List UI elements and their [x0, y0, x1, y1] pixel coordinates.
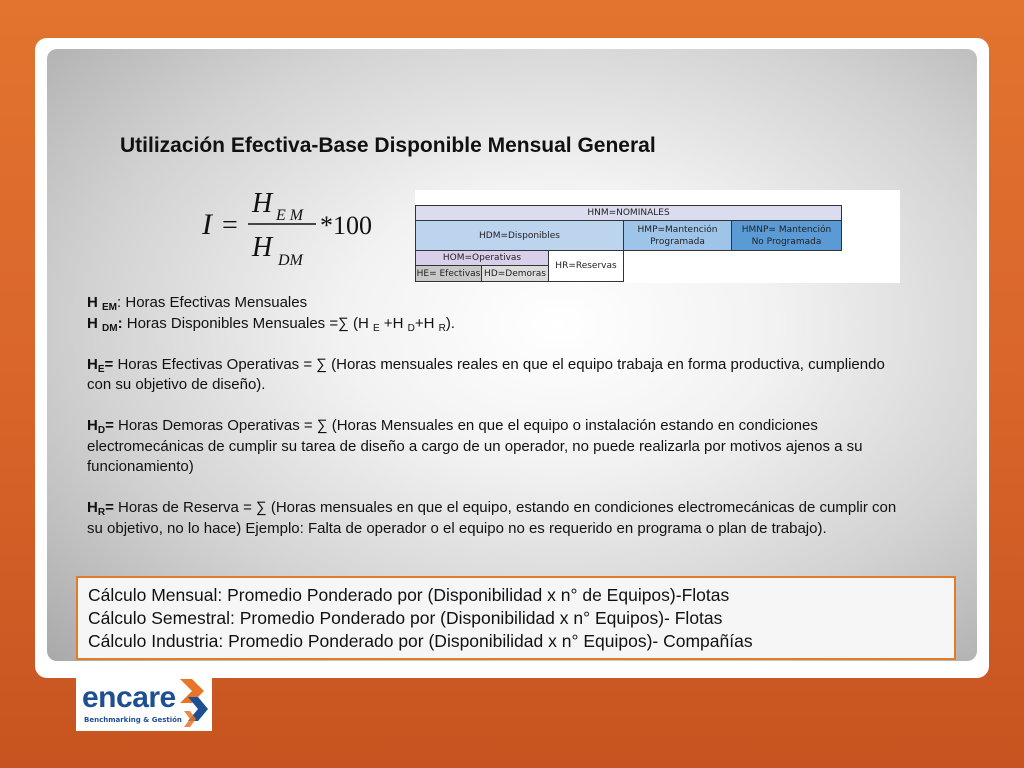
- definition-hdm: H $_{DM}$: Horas Disponibles Mensuales =∑ (H $_E$ +H $_D$+H $_R$).: [87, 314, 455, 334]
- definition-hd: $H_D=$ Horas Demoras Operativas = ∑ (Horas Mensuales en que el equipo o instalación estando en condiciones electromecánicas de cumplir su tarea de diseño a cargo de un operador, no puede realizarla por motivos ajenos a su funcionamiento): [87, 417, 863, 475]
- calc-industria: Cálculo Industria: Promedio Ponderado por (Disponibilidad x n° Equipos)- Compañías: [88, 631, 753, 651]
- cell-mantencion-programada: HMP=Mantención Programada: [623, 220, 732, 251]
- logo-wordmark: encare: [82, 681, 176, 714]
- formula-denominator-subscript: DM: [278, 252, 303, 269]
- calculation-methods-box: [76, 576, 956, 660]
- cell-reservas: HR=Reservas: [548, 250, 624, 282]
- utilization-formula: [196, 182, 396, 272]
- cell-demoras: HD=Demoras: [481, 265, 549, 282]
- definition-hem: H $_{EM}$: Horas Efectivas Mensuales: [87, 294, 308, 313]
- cell-mantencion-no-programada: HMNP= Mantención No Programada: [731, 220, 842, 251]
- formula-equals: =: [222, 210, 238, 241]
- formula-denominator-letter: H: [252, 232, 273, 263]
- formula-multiplier: *100: [320, 211, 372, 240]
- formula-numerator-letter: H: [252, 188, 273, 219]
- encare-logo: [76, 675, 212, 731]
- hours-breakdown-table: [415, 190, 900, 283]
- formula-lhs: I: [202, 208, 212, 241]
- cell-nominales: HNM=NOMINALES: [415, 205, 842, 221]
- slide-title: Utilización Efectiva-Base Disponible Mensual General: [120, 134, 656, 157]
- definitions-block: [87, 293, 897, 539]
- logo-tagline: Benchmarking & Gestión: [84, 716, 182, 724]
- cell-operativas: HOM=Operativas: [415, 250, 549, 266]
- definition-hr: $H_R=$ Horas de Reserva = ∑ (Horas mensuales en que el equipo, estando en condiciones electromecánicas de cumplir con su objetivo, no lo hace) Ejemplo: Falta de operador o el equipo no es requerido en programa o plan de trabajo).: [87, 499, 897, 537]
- calc-mensual: Cálculo Mensual: Promedio Ponderado por (Disponibilidad x n° de Equipos)-Flotas: [88, 585, 730, 605]
- cell-disponibles: HDM=Disponibles: [415, 220, 624, 251]
- formula-numerator-subscript: E M: [276, 207, 304, 224]
- chevron-mark-icon: [178, 677, 210, 729]
- definition-he: $H_E=$ Horas Efectivas Operativas = ∑ (Horas mensuales reales en que el equipo trabaja en forma productiva, cumpliendo con su objetivo de diseño).: [87, 355, 885, 393]
- cell-efectivas: HE= Efectivas: [415, 265, 482, 282]
- calc-semestral: Cálculo Semestral: Promedio Ponderado por (Disponibilidad x n° Equipos)- Flotas: [88, 608, 723, 628]
